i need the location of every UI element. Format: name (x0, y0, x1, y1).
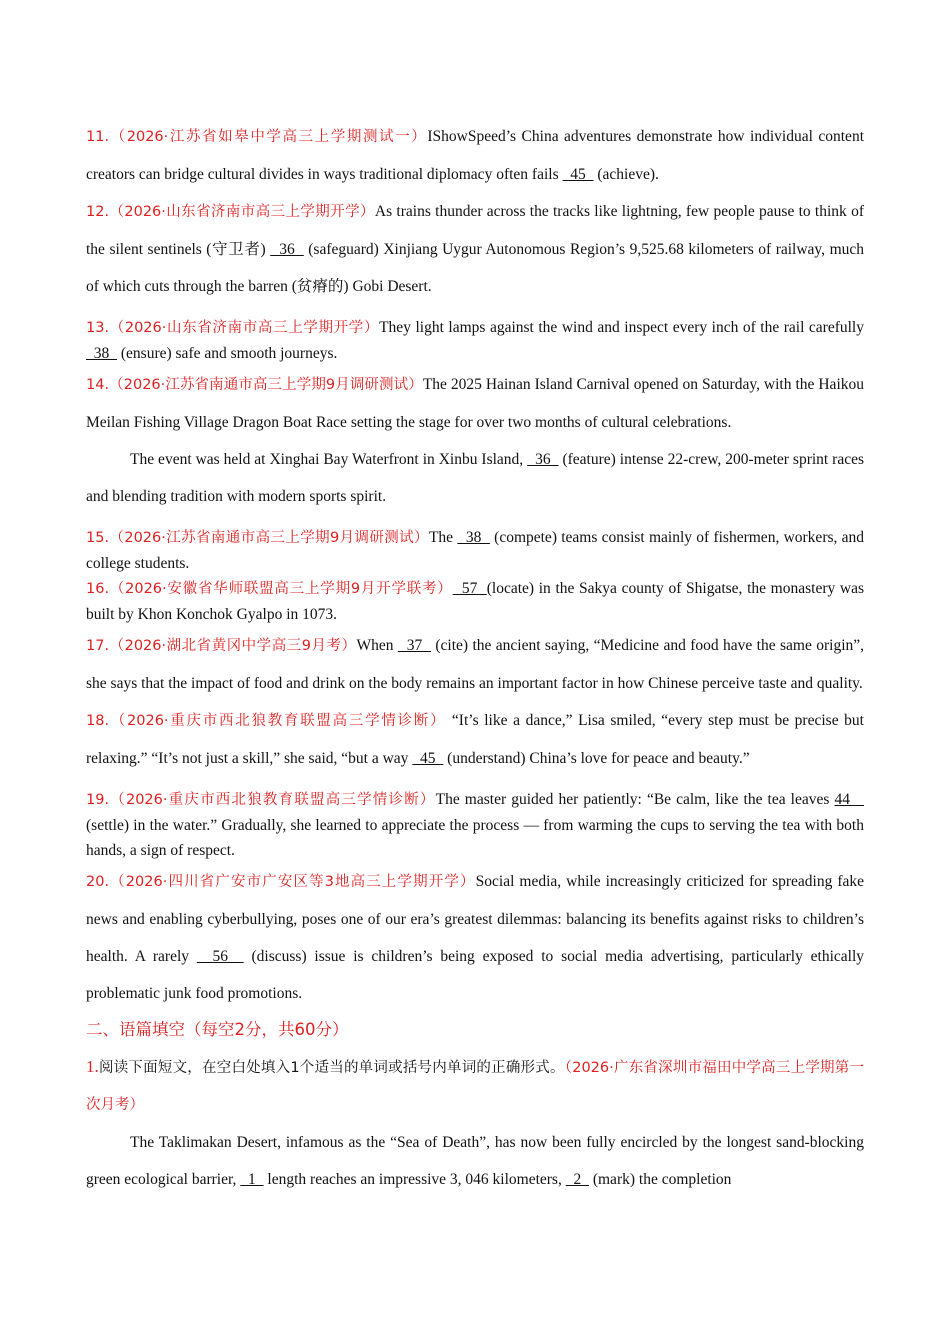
question-number: 13. (86, 320, 110, 336)
question-source: （2026·江苏省如皋中学高三上学期测试一） (109, 129, 428, 145)
question-source: （2026·山东省济南市高三上学期开学） (109, 320, 380, 336)
question-text: (settle) in the water.” Gradually, she learned to appreciate the process — from warming the cups to serving the tea with both hands, a sign of respect. (86, 817, 864, 859)
question-text: IShowSpeed’s China adventures demonstrate how individual content creators can bridge cultural divides in ways traditional diplomacy often fails (86, 128, 864, 183)
question-source: （2026·湖北省黄冈中学高三9月考） (109, 638, 357, 654)
question-11 (86, 118, 864, 193)
question-text: Social media, while increasingly criticized for spreading fake news and enabling cyberbullying, poses one of our era’s greatest dilemmas: balancing its benefits against risks to children’s health. A rarely (86, 873, 865, 965)
answer-blank: 38 (457, 529, 490, 546)
question-14 (86, 366, 864, 441)
question-source: （2026·重庆市西北狼教育联盟高三学情诊断） (109, 713, 447, 729)
question-16 (86, 576, 864, 627)
answer-blank: 38 (86, 345, 117, 362)
passage-source: （2026·广东省深圳市福田中学高三上学期第一次月考） (86, 1060, 864, 1113)
question-number: 15. (86, 530, 110, 546)
answer-blank: 36 (527, 451, 559, 468)
question-14-paragraph-2 (86, 441, 864, 515)
question-number: 11. (86, 129, 110, 145)
question-15 (86, 525, 864, 576)
question-17 (86, 627, 864, 702)
question-text: (ensure) safe and smooth journeys. (117, 345, 338, 362)
question-number: 12. (86, 204, 110, 220)
section-2-heading: 二、语篇填空（每空2分，共60分） (86, 1020, 349, 1039)
answer-blank: 45 (562, 166, 594, 183)
question-text: As trains thunder across the tracks like lightning, few people pause to think of the silent sentinels (守卫者) (86, 203, 864, 258)
question-source: （2026·重庆市西北狼教育联盟高三学情诊断） (109, 792, 436, 808)
answer-blank-2: 2 (565, 1171, 589, 1188)
answer-blank-1: 1 (240, 1171, 264, 1188)
question-text: (safeguard) Xinjiang Uygur Autonomous Region’s 9,525.68 kilometers of railway, much of which cuts through the barren (贫瘠的) Gobi Desert. (86, 241, 865, 295)
question-19 (86, 787, 864, 863)
question-number: 20. (86, 874, 110, 890)
answer-blank: 37 (397, 637, 431, 654)
question-number: 14. (86, 377, 110, 393)
question-text: (cite) the ancient saying, “Medicine and food have the same origin”, she says that the impact of food and drink on the body remains an important factor in how Chinese perceive taste and quality. (86, 637, 865, 692)
question-text: (feature) intense 22-crew, 200-meter sprint races and blending tradition with modern sports spirit. (86, 451, 865, 505)
question-number: 18. (86, 713, 110, 729)
question-source: （2026·四川省广安市广安区等3地高三上学期开学） (109, 874, 476, 890)
passage-1-text (86, 1124, 864, 1198)
question-text: The 2025 Hainan Island Carnival opened on Saturday, with the Haikou Meilan Fishing Village Dragon Boat Race setting the stage for over two months of cultural celebrations. (86, 376, 864, 431)
question-13 (86, 315, 864, 366)
answer-blank: 45 (412, 750, 444, 767)
question-text: (compete) teams consist mainly of fishermen, workers, and college students. (86, 529, 865, 572)
question-text: When (356, 637, 398, 654)
question-text: (locate) in the Sakya county of Shigatse, the monastery was built by Khon Konchok Gyalpo in 1073. (86, 580, 865, 623)
passage-text: length reaches an impressive 3, 046 kilometers, (263, 1171, 566, 1188)
answer-blank: 44 (834, 791, 865, 808)
answer-blank: 56 (196, 948, 244, 965)
question-text: They light lamps against the wind and inspect every inch of the rail carefully (379, 319, 864, 336)
question-number: 19. (86, 792, 110, 808)
passage-text: (mark) the completion (588, 1171, 732, 1188)
question-text: The master guided her patiently: “Be calm, like the tea leaves (435, 791, 835, 808)
question-source: （2026·江苏省南通市高三上学期9月调研测试） (109, 530, 429, 546)
passage-1-instruction (86, 1048, 864, 1124)
question-text: (understand) China’s love for peace and beauty.” (443, 750, 750, 767)
document-page (86, 118, 864, 1198)
question-20 (86, 863, 864, 1012)
question-source: （2026·安徽省华师联盟高三上学期9月开学联考） (109, 581, 453, 597)
question-source: （2026·江苏省南通市高三上学期9月调研测试） (109, 377, 423, 393)
question-18 (86, 702, 864, 777)
instruction-text: 阅读下面短文，在空白处填入1个适当的单词或括号内单词的正确形式。 (98, 1060, 565, 1076)
answer-blank: 57 (452, 580, 487, 597)
question-text: (achieve). (593, 166, 659, 183)
question-number: 17. (86, 638, 110, 654)
question-text: The (428, 529, 458, 546)
question-number: 16. (86, 581, 110, 597)
passage-text: The Taklimakan Desert, infamous as the “Sea of Death”, has now been fully encircled by the longest sand-blocking green ecological barrier, (86, 1134, 864, 1188)
answer-blank: 36 (270, 241, 304, 258)
passage-number: 1. (86, 1057, 99, 1076)
question-text: The event was held at Xinghai Bay Waterfront in Xinbu Island, (130, 451, 528, 468)
question-source: （2026·山东省济南市高三上学期开学） (109, 204, 375, 220)
question-12 (86, 193, 864, 305)
question-text: “It’s like a dance,” Lisa smiled, “every step must be precise but relaxing.” “It’s not just a skill,” she said, “but a way (86, 712, 864, 767)
question-text: (discuss) issue is children’s being exposed to social media advertising, particularly ethically problematic junk food promotions. (86, 948, 865, 1002)
